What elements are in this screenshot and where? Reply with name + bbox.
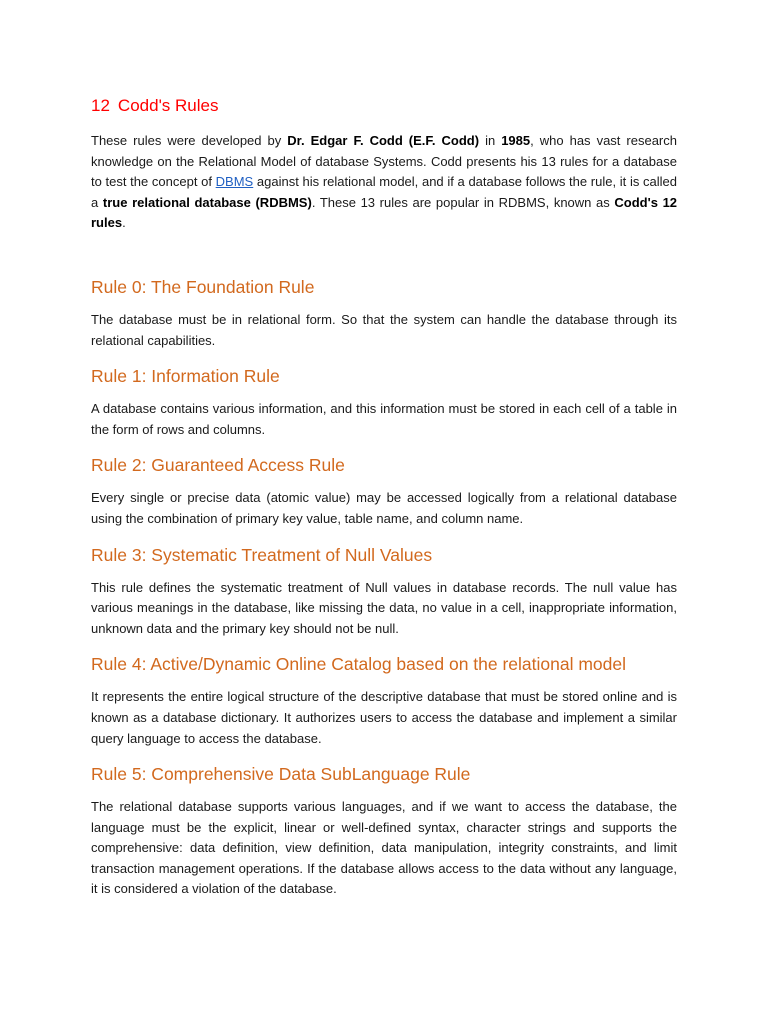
rule-heading: Rule 1: Information Rule (91, 366, 280, 387)
intro-year: 1985 (501, 133, 531, 148)
rule-text: It represents the entire logical structure of the descriptive database that must be stored online and is known as a database dictionary. It authorizes users to access the database and implement a similar query language to access the database. (91, 689, 677, 746)
dbms-link[interactable]: DBMS (215, 174, 254, 190)
rule-text: A database contains various information, and this information must be stored in each cell of a table in the form of rows and columns. (91, 401, 677, 437)
rule-heading: Rule 3: Systematic Treatment of Null Values (91, 544, 433, 565)
rule-text: This rule defines the systematic treatment of Null values in database records. The null value has various meanings in the database, like missing the data, no value in a cell, inappropriate information, unknown data and the primary key should not be null. (91, 579, 677, 636)
intro-author: Dr. Edgar F. Codd (E.F. Codd) (287, 133, 480, 148)
intro-text: in (479, 133, 502, 148)
rule-section (91, 544, 677, 640)
intro-rdbms-term: true relational database (RDBMS) (102, 194, 312, 210)
rule-heading: Rule 2: Guaranteed Access Rule (91, 455, 345, 476)
rule-text: Every single or precise data (atomic value) may be accessed logically from a relational database using the combination of primary key value, table name, and column name. (91, 490, 677, 526)
rule-section (91, 365, 677, 440)
intro-text: . (122, 215, 126, 231)
intro-paragraph (91, 131, 677, 234)
rule-text: The database must be in relational form. So that the system can handle the database through its relational capabilities. (91, 311, 677, 348)
document-title (91, 95, 677, 117)
intro-codds-rules-term: Codd's 12 rules (91, 194, 678, 231)
intro-text: These rules were developed by (91, 133, 288, 148)
intro-text: , who has vast research knowledge on the Relational Model of database Systems. Codd presents his 13 rules for a database to test the concept of (91, 133, 677, 190)
title-text: Codd's Rules (117, 96, 219, 115)
rule-heading: Rule 0: The Foundation Rule (91, 276, 315, 297)
rule-section (91, 653, 677, 749)
rule-text: The relational database supports various languages, and if we want to access the database, the language must be the explicit, linear or well-defined syntax, character strings and supports the comprehensive: data definition, view definition, data manipulation, integrity constraints, and limit transaction management operations. If the database allows access to the data without any language, it is considered a violation of the database. (91, 799, 677, 897)
title-number: 12 (91, 96, 110, 115)
rule-heading: Rule 5: Comprehensive Data SubLanguage Rule (91, 764, 471, 785)
intro-text: against his relational model, and if a database follows the rule, it is called a (91, 174, 677, 210)
rule-section (91, 454, 677, 529)
rule-section (91, 763, 677, 900)
rule-heading: Rule 4: Active/Dynamic Online Catalog based on the relational model (91, 654, 627, 675)
intro-text: . These 13 rules are popular in RDBMS, known as (311, 194, 615, 210)
rule-section (91, 276, 677, 351)
